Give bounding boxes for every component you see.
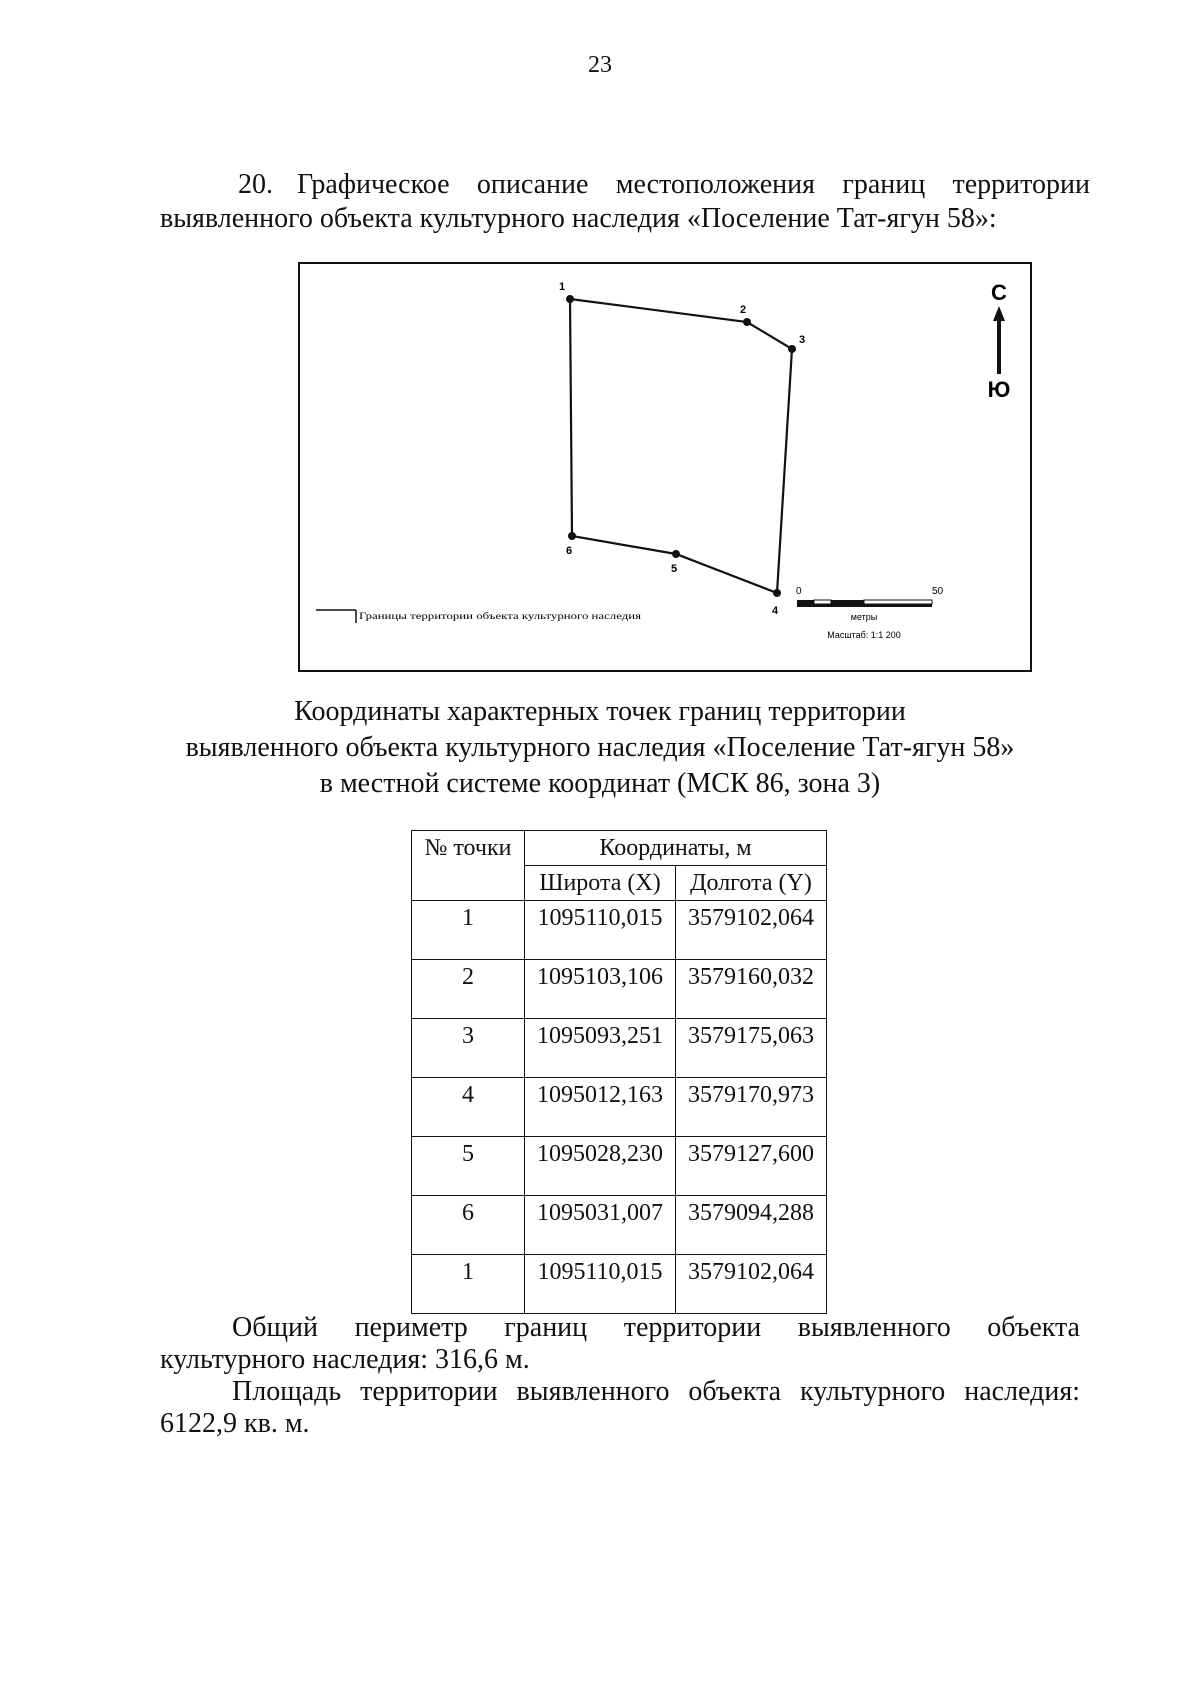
point-2-marker — [743, 318, 751, 326]
cell-longitude: 3579102,064 — [676, 901, 827, 960]
cell-longitude: 3579170,973 — [676, 1078, 827, 1137]
scale-start-label: 0 — [796, 586, 802, 597]
cell-point-number: 2 — [412, 960, 525, 1019]
cell-latitude: 1095110,015 — [525, 901, 676, 960]
section-number: 20. — [238, 169, 273, 200]
table-row — [412, 1019, 827, 1078]
cell-latitude: 1095103,106 — [525, 960, 676, 1019]
point-5-marker — [672, 550, 680, 558]
point-label-6: 6 — [566, 545, 573, 557]
scale-unit-label: метры — [850, 612, 878, 622]
header-latitude: Широта (X) — [525, 866, 676, 901]
cell-longitude: 3579175,063 — [676, 1019, 827, 1078]
scale-text: Масштаб: 1:1 200 — [827, 630, 901, 640]
coordinates-table — [411, 830, 827, 1314]
north-label: С — [991, 280, 1007, 305]
north-arrow-icon — [988, 280, 1011, 402]
table-row — [412, 1137, 827, 1196]
south-label: Ю — [987, 377, 1011, 402]
legend — [316, 610, 641, 623]
table-header-row — [412, 831, 827, 866]
table-row — [412, 1255, 827, 1314]
point-4-marker — [773, 589, 781, 597]
header-coordinates: Координаты, м — [525, 831, 827, 866]
header-longitude: Долгота (Y) — [676, 866, 827, 901]
cell-point-number: 1 — [412, 1255, 525, 1314]
cell-point-number: 3 — [412, 1019, 525, 1078]
point-label-2: 2 — [740, 304, 747, 316]
perimeter-line-2: культурного наследия: 316,6 м. — [160, 1344, 530, 1375]
cell-longitude: 3579094,288 — [676, 1196, 827, 1255]
scale-segment-5 — [797, 604, 932, 607]
north-arrowhead — [993, 306, 1005, 321]
heading-line-1: Графическое описание местоположения границ территории — [297, 169, 1090, 200]
cell-longitude: 3579160,032 — [676, 960, 827, 1019]
perimeter-paragraph — [160, 1312, 1080, 1376]
table-row — [412, 960, 827, 1019]
point-3-marker — [788, 345, 796, 353]
point-label-5: 5 — [671, 563, 678, 575]
coordinates-title-line-3: в местной системе координат (МСК 86, зона 3) — [319, 768, 881, 799]
point-label-1: 1 — [559, 281, 566, 293]
area-paragraph — [160, 1376, 1080, 1440]
scale-bar — [796, 586, 944, 640]
page-number: 23 — [588, 52, 612, 78]
cell-point-number: 6 — [412, 1196, 525, 1255]
table-row — [412, 1196, 827, 1255]
scale-end-label: 50 — [932, 586, 944, 597]
cell-point-number: 4 — [412, 1078, 525, 1137]
point-label-4: 4 — [772, 605, 779, 617]
cell-point-number: 5 — [412, 1137, 525, 1196]
point-6-marker — [568, 532, 576, 540]
table-row — [412, 1078, 827, 1137]
header-point-number: № точки — [412, 831, 525, 901]
cell-latitude: 1095110,015 — [525, 1255, 676, 1314]
cell-longitude: 3579127,600 — [676, 1137, 827, 1196]
area-line-2: 6122,9 кв. м. — [160, 1408, 310, 1439]
scale-segment-2 — [814, 600, 831, 604]
point-1-marker — [566, 295, 574, 303]
point-label-3: 3 — [799, 334, 806, 346]
table-row — [412, 901, 827, 960]
cell-longitude: 3579102,064 — [676, 1255, 827, 1314]
scale-segment-3 — [831, 600, 864, 604]
section-heading — [160, 168, 1090, 236]
perimeter-line-1: Общий периметр границ территории выявленного объекта — [232, 1312, 1080, 1343]
boundary-plan — [298, 262, 1032, 672]
scale-segment-4 — [864, 600, 932, 604]
coordinates-title-line-2: выявленного объекта культурного наследия «Поселение Тат-ягун 58» — [185, 732, 1015, 763]
plan-drawing — [300, 264, 1030, 670]
coordinates-title — [0, 694, 1200, 802]
scale-segment-1 — [797, 600, 814, 604]
cell-latitude: 1095012,163 — [525, 1078, 676, 1137]
cell-latitude: 1095093,251 — [525, 1019, 676, 1078]
area-line-1: Площадь территории выявленного объекта культурного наследия: — [232, 1376, 1080, 1407]
legend-label: Границы территории объекта культурного наследия — [359, 611, 641, 621]
cell-latitude: 1095028,230 — [525, 1137, 676, 1196]
cell-point-number: 1 — [412, 901, 525, 960]
heading-line-2: выявленного объекта культурного наследия «Поселение Тат-ягун 58»: — [160, 203, 997, 234]
coordinates-title-line-1: Координаты характерных точек границ территории — [294, 696, 906, 727]
cell-latitude: 1095031,007 — [525, 1196, 676, 1255]
boundary-polygon — [570, 299, 792, 593]
